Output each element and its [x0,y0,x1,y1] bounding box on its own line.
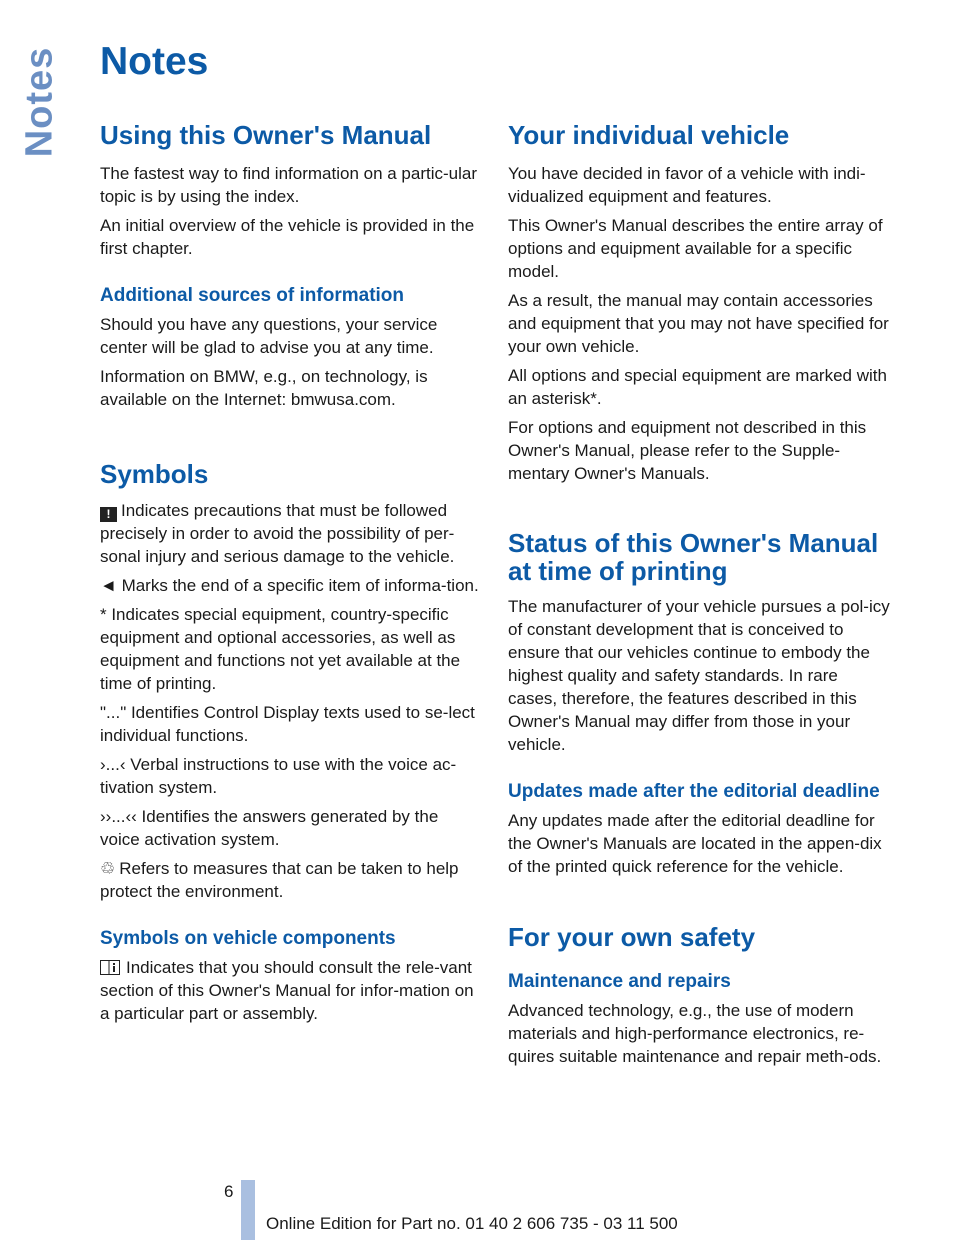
edition-note: Online Edition for Part no. 01 40 2 606 735 - 03 11 500 [266,1214,678,1233]
paragraph: This Owner's Manual describes the entire array of options and equipment available for a specific model. [508,216,883,281]
symbol-end-mark [100,574,482,597]
book-info-icon [100,958,120,973]
paragraph: Any updates made after the editorial deadline for the Owner's Manuals are located in the appen-dix of the printed quick reference for the vehicle. [508,811,882,876]
section-heading-safety: For your own safety [508,922,756,952]
warning-icon: ! [100,507,117,522]
section-heading-using-manual: Using this Owner's Manual [100,120,432,150]
symbol-book-text: Indicates that you should consult the rele-vant section of this Owner's Manual for infor-mation on a particular part or assembly. [100,958,474,1023]
symbol-warning-text: Indicates precautions that must be followed precisely in order to avoid the possibility of per-sonal injury and serious damage to the vehicle. [100,501,455,566]
paragraph: Information on BMW, e.g., on technology, is available on the Internet: bmwusa.com. [100,367,428,409]
paragraph: Should you have any questions, your service center will be glad to advise you at any time. [100,315,438,357]
left-column [100,120,482,1025]
symbol-asterisk: * Indicates special equipment, country-specific equipment and optional accessories, as well as equipment and functions not yet available at the time of printing. [100,605,461,693]
subheading-maintenance: Maintenance and repairs [508,971,731,992]
symbol-book [100,956,482,1025]
paragraph: The manufacturer of your vehicle pursues a pol-icy of constant development that is conceived to ensure that our vehicles continue to embody the highest quality and safety standards. In rare cases, therefore, the features described in this Owner's Manual may differ from those in your vehicle. [508,597,890,754]
paragraph: You have decided in favor of a vehicle with indi-vidualized equipment and features. [508,164,866,206]
symbol-environment [100,857,482,903]
symbol-answers: ››...‹‹ Identifies the answers generated by the voice activation system. [100,807,439,849]
paragraph: An initial overview of the vehicle is provided in the first chapter. [100,216,475,258]
section-heading-symbols: Symbols [100,459,209,489]
paragraph: Advanced technology, e.g., the use of modern materials and high-performance electronics, re-quires suitable maintenance and repair meth-ods. [508,1001,882,1066]
paragraph: All options and special equipment are marked with an asterisk*. [508,366,887,408]
subheading-vehicle-components: Symbols on vehicle components [100,928,396,949]
side-tab [18,46,62,158]
paragraph: For options and equipment not described in this Owner's Manual, please refer to the Supple-mentary Owner's Manuals. [508,418,867,483]
side-tab-label: Notes [18,46,61,158]
right-column [508,120,890,1068]
symbol-warning [100,499,482,568]
paragraph: The fastest way to find information on a partic-ular topic is by using the index. [100,164,478,206]
subheading-updates: Updates made after the editorial deadline [508,781,880,802]
end-mark-icon: ◄ [100,576,117,595]
section-heading-status: Status of this Owner's Manual at time of printing [508,528,879,586]
symbol-verbal: ›...‹ Verbal instructions to use with the voice ac-tivation system. [100,755,457,797]
page-title: Notes [100,40,209,83]
footer-bar [241,1180,255,1240]
subheading-additional-sources: Additional sources of information [100,285,405,306]
paragraph: As a result, the manual may contain accessories and equipment that you may not have specified for your own vehicle. [508,291,889,356]
symbol-end-text: Marks the end of a specific item of informa-tion. [121,576,479,595]
section-heading-individual-vehicle: Your individual vehicle [508,120,790,150]
page-number: 6 [224,1182,234,1201]
symbol-environment-text: Refers to measures that can be taken to help protect the environment. [100,859,459,901]
recycle-icon: ♲ [100,859,116,878]
symbol-control-display: "..." Identifies Control Display texts used to se-lect individual functions. [100,703,475,745]
